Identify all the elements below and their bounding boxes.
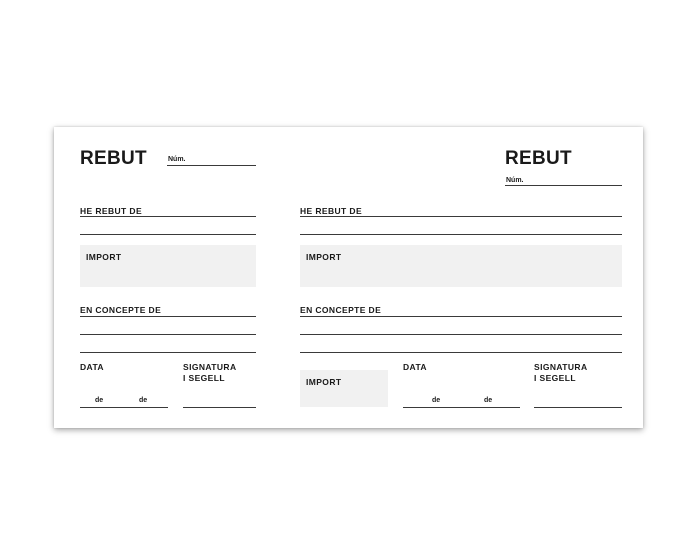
main-concept-field[interactable] bbox=[300, 316, 622, 317]
main-amount-box-small[interactable] bbox=[300, 370, 388, 407]
stub-title: REBUT bbox=[80, 148, 147, 169]
main-title: REBUT bbox=[505, 148, 572, 169]
stub-date-label: DATA bbox=[80, 362, 104, 372]
main-concept-field-3[interactable] bbox=[300, 352, 622, 353]
main-received-from-field-2[interactable] bbox=[300, 234, 622, 235]
stub-concept-field-3[interactable] bbox=[80, 352, 256, 353]
stub-signature-label-line2: I SEGELL bbox=[183, 372, 225, 383]
main-amount-label: IMPORT bbox=[306, 252, 342, 262]
stub-concept-field-2[interactable] bbox=[80, 334, 256, 335]
main-amount-small-label: IMPORT bbox=[306, 377, 342, 387]
stub-received-from-field-2[interactable] bbox=[80, 234, 256, 235]
main-signature-label bbox=[534, 362, 588, 383]
main-concept-label: EN CONCEPTE DE bbox=[300, 305, 382, 315]
stub-received-from-field[interactable] bbox=[80, 216, 256, 217]
stub-num-field[interactable] bbox=[167, 165, 256, 166]
stub-num-label: Núm. bbox=[168, 156, 186, 163]
stub-received-from-label: HE REBUT DE bbox=[80, 206, 143, 216]
main-received-from-label: HE REBUT DE bbox=[300, 206, 363, 216]
main-concept-field-2[interactable] bbox=[300, 334, 622, 335]
main-date-de-1: de bbox=[432, 397, 441, 404]
main-amount-box[interactable] bbox=[300, 245, 622, 287]
main-received-from-field[interactable] bbox=[300, 216, 622, 217]
receipt-card bbox=[54, 127, 643, 428]
main-date-label: DATA bbox=[403, 362, 427, 372]
main-signature-label-line2: I SEGELL bbox=[534, 372, 576, 383]
stub-signature-label bbox=[183, 362, 237, 383]
main-signature-field[interactable] bbox=[534, 407, 622, 408]
stub-date-field[interactable] bbox=[80, 407, 168, 408]
stub-concept-field[interactable] bbox=[80, 316, 256, 317]
stub-concept-label: EN CONCEPTE DE bbox=[80, 305, 162, 315]
stub-amount-label: IMPORT bbox=[86, 252, 122, 262]
main-num-label: Núm. bbox=[506, 177, 524, 184]
stub-amount-box[interactable] bbox=[80, 245, 256, 287]
stub-signature-field[interactable] bbox=[183, 407, 256, 408]
stub-date-de-2: de bbox=[139, 397, 148, 404]
stub-date-de-1: de bbox=[95, 397, 104, 404]
main-date-de-2: de bbox=[484, 397, 493, 404]
stub-signature-label-line1: SIGNATURA bbox=[183, 362, 237, 372]
main-num-field[interactable] bbox=[505, 185, 622, 186]
main-date-field[interactable] bbox=[403, 407, 520, 408]
main-signature-label-line1: SIGNATURA bbox=[534, 362, 588, 372]
